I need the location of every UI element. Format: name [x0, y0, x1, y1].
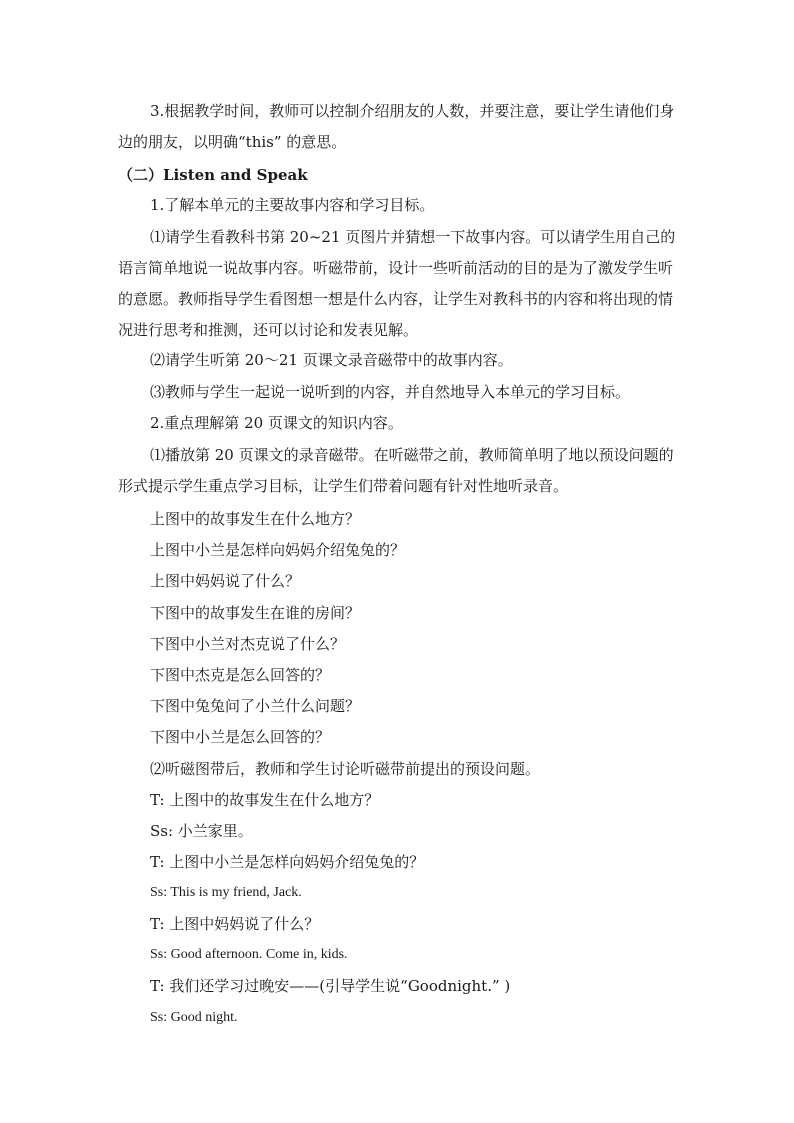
paragraph-step-3: ⑶教师与学生一起说一说听到的内容，并自然地导入本单元的学习目标。: [150, 383, 631, 401]
paragraph-discussion: ⑵听磁图带后，教师和学生讨论听磁带前提出的预设问题。: [150, 760, 541, 778]
question-7: 下图中兔兔问了小兰什么问题？: [150, 697, 361, 715]
paragraph-goal-1: 1.了解本单元的主要故事内容和学习目标。: [150, 196, 435, 214]
dialogue-line-4: Ss: This is my friend, Jack.: [150, 885, 302, 900]
question-4: 下图中的故事发生在谁的房间？: [150, 604, 361, 622]
paragraph-play-tape: ⑴播放第 20 页课文的录音磁带。在听磁带之前，教师简单明了地以预设问题的形式提示学生重点学习目标，让学生们带着问题有针对性地听录音。: [118, 446, 674, 495]
question-6: 下图中杰克是怎么回答的？: [150, 666, 331, 684]
dialogue-line-3: T: 上图中小兰是怎样向妈妈介绍兔兔的？: [150, 853, 425, 871]
paragraph-3: 3.根据教学时间，教师可以控制介绍朋友的人数，并要注意，要让学生请他们身边的朋友，以明确“this” 的意思。: [118, 102, 675, 151]
question-1: 上图中的故事发生在什么地方？: [150, 510, 361, 528]
dialogue-line-8: Ss: Good night.: [150, 1010, 238, 1025]
dialogue-line-6: Ss: Good afternoon. Come in, kids.: [150, 947, 348, 962]
dialogue-line-7: T: 我们还学习过晚安——(引导学生说“Goodnight.” ): [150, 977, 511, 995]
question-3: 上图中妈妈说了什么？: [150, 572, 301, 590]
question-2: 上图中小兰是怎样向妈妈介绍兔兔的？: [150, 541, 406, 559]
dialogue-line-5: T: 上图中妈妈说了什么？: [150, 915, 320, 933]
paragraph-step-1: ⑴请学生看教科书第 20~21 页图片并猜想一下故事内容。可以请学生用自己的语言简单地说一说故事内容。听磁带前，设计一些听前活动的目的是为了激发学生听的意愿。教师指导学生看图想一想是什么内容，让学生对教科书的内容和将出现的情况进行思考和推测，还可以讨论和发表见解。: [118, 228, 676, 339]
dialogue-line-2: Ss: 小兰家里。: [150, 822, 253, 840]
question-5: 下图中小兰对杰克说了什么？: [150, 635, 346, 653]
question-8: 下图中小兰是怎么回答的？: [150, 728, 331, 746]
paragraph-goal-2: 2.重点理解第 20 页课文的知识内容。: [150, 414, 403, 432]
paragraph-step-2: ⑵请学生听第 20～21 页课文录音磁带中的故事内容。: [150, 351, 513, 369]
dialogue-line-1: T: 上图中的故事发生在什么地方？: [150, 791, 380, 809]
section-heading-listen-and-speak: （二）Listen and Speak: [118, 166, 308, 184]
